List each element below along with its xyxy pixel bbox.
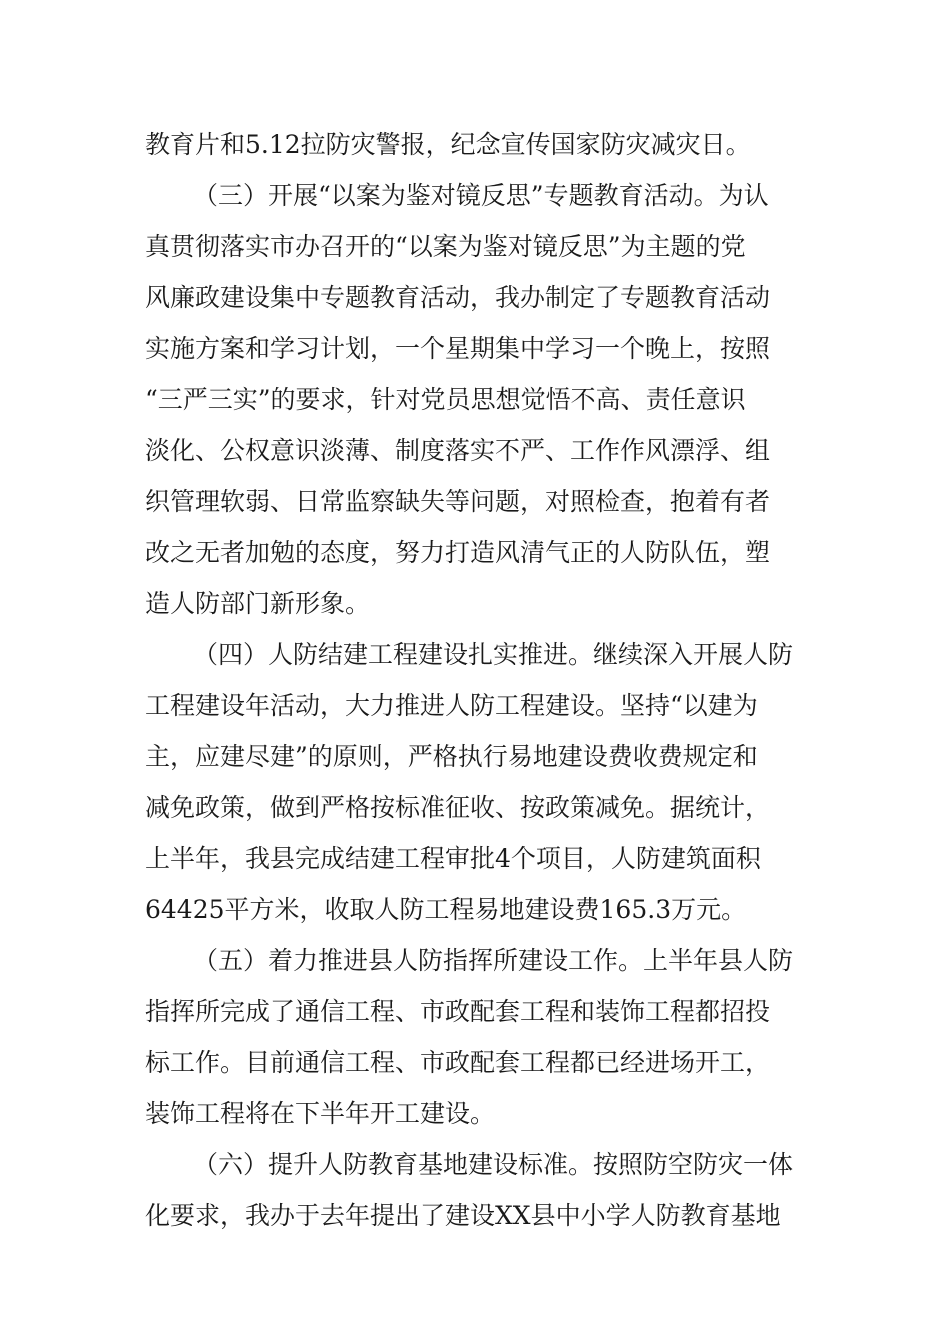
- body-line: 风廉政建设集中专题教育活动，我办制定了专题教育活动: [145, 283, 771, 312]
- body-line: （三）开展“以案为鉴对镜反思”专题教育活动。为认: [193, 181, 769, 210]
- body-line: “三严三实”的要求，针对党员思想觉悟不高、责任意识: [145, 385, 746, 414]
- body-line: 标工作。目前通信工程、市政配套工程都已经进场开工，: [145, 1048, 771, 1077]
- body-line: 减免政策，做到严格按标准征收、按政策减免。据统计，: [145, 793, 771, 822]
- body-line: 真贯彻落实市办召开的“以案为鉴对镜反思”为主题的党: [145, 232, 746, 261]
- body-line: 64425平方米，收取人防工程易地建设费165.3万元。: [145, 895, 747, 924]
- body-line: （五）着力推进县人防指挥所建设工作。上半年县人防: [193, 946, 794, 975]
- body-line: 主，应建尽建”的原则，严格执行易地建设费收费规定和: [145, 742, 758, 771]
- body-line: （六）提升人防教育基地建设标准。按照防空防灾一体: [193, 1150, 794, 1179]
- body-line: （四）人防结建工程建设扎实推进。继续深入开展人防: [193, 640, 794, 669]
- body-line: 造人防部门新形象。: [145, 589, 371, 618]
- body-line: 指挥所完成了通信工程、市政配套工程和装饰工程都招投: [145, 997, 771, 1026]
- body-line: 实施方案和学习计划，一个星期集中学习一个晚上，按照: [145, 334, 771, 363]
- body-line: 淡化、公权意识淡薄、制度落实不严、工作作风漂浮、组: [145, 436, 771, 465]
- body-line: 上半年，我县完成结建工程审批4个项目，人防建筑面积: [145, 844, 761, 873]
- body-line: 教育片和5.12拉防灾警报，纪念宣传国家防灾减灾日。: [145, 130, 751, 159]
- body-line: 装饰工程将在下半年开工建设。: [145, 1099, 496, 1128]
- body-line: 改之无者加勉的态度，努力打造风清气正的人防队伍，塑: [145, 538, 771, 567]
- body-line: 工程建设年活动，大力推进人防工程建设。坚持“以建为: [145, 691, 758, 720]
- body-line: 化要求，我办于去年提出了建设XX县中小学人防教育基地: [145, 1201, 781, 1230]
- body-line: 织管理软弱、日常监察缺失等问题，对照检查，抱着有者: [145, 487, 771, 516]
